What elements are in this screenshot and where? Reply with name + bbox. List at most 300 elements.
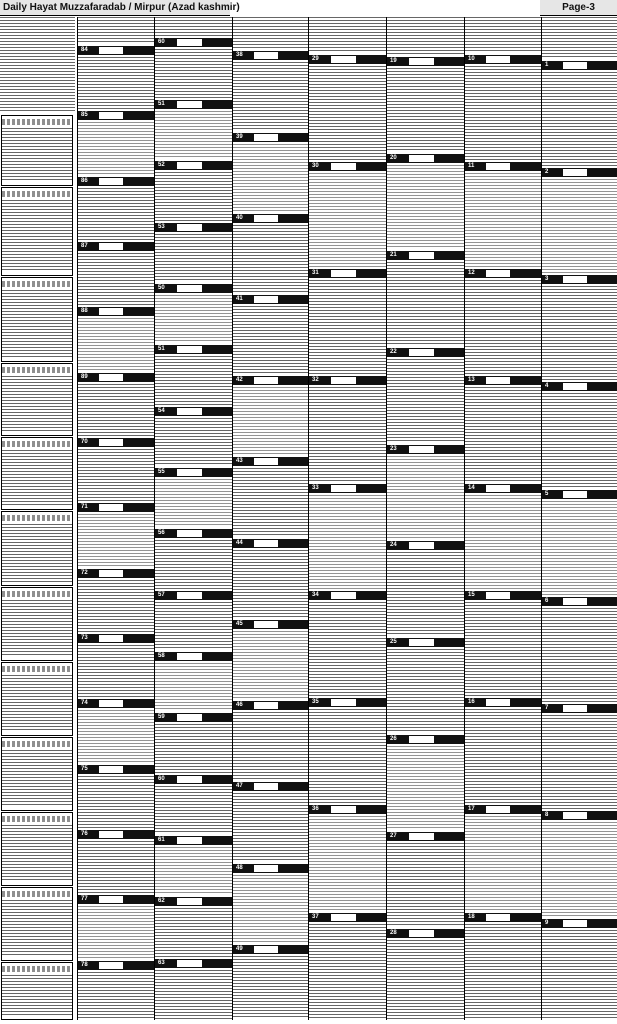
notice-text: [2, 128, 72, 182]
ad-number: 55: [158, 469, 165, 475]
ad-text-block: [309, 709, 386, 803]
ad-number: 8: [545, 812, 549, 818]
ad-bar-window: [177, 346, 202, 353]
ad-number-bar: [155, 836, 232, 845]
ad-text-block: [155, 540, 232, 589]
ad-bar-window: [254, 783, 278, 790]
ad-number-bar: [233, 864, 308, 873]
ad-number: 43: [236, 458, 243, 464]
notice-heading: [2, 816, 72, 822]
ad-number: 36: [312, 806, 319, 812]
ad-bar-window: [486, 485, 510, 492]
ad-text-block: [78, 57, 154, 109]
ad-text-block: [155, 234, 232, 282]
ad-bar-window: [177, 960, 202, 967]
ad-number-bar: [155, 713, 232, 722]
ad-number-bar: [465, 698, 541, 707]
ad-bar-window: [331, 592, 356, 599]
notice-heading: [2, 441, 72, 447]
ad-number-bar: [78, 699, 154, 708]
ad-bar-window: [99, 831, 123, 838]
ad-text-block: [387, 940, 464, 1019]
ad-text-block: [78, 384, 154, 436]
ad-number-bar: [78, 438, 154, 447]
ad-number-bar: [233, 457, 308, 466]
notice-heading: [2, 741, 72, 747]
ad-text-block: [387, 68, 464, 152]
notice-heading: [2, 119, 72, 125]
ad-text-block: [233, 875, 308, 943]
public-notice-box: [1, 363, 73, 436]
ad-text-block: [309, 816, 386, 911]
ad-number: 39: [236, 134, 243, 140]
masthead-title: Daily Hayat Muzzafaradab / Mirpur (Azad kashmir): [3, 2, 240, 13]
ad-number-bar: [309, 698, 386, 707]
ad-number-bar: [542, 168, 617, 177]
ad-text-block: [78, 580, 154, 632]
ad-text-block: [309, 17, 386, 53]
ad-number-bar: [542, 490, 617, 499]
notice-heading: [2, 191, 72, 197]
public-notice-box: [1, 962, 73, 1020]
ad-bar-window: [99, 700, 123, 707]
ad-number-bar: [78, 503, 154, 512]
ad-number-bar: [309, 484, 386, 493]
ad-number-bar: [233, 945, 308, 954]
notice-heading: [2, 591, 72, 597]
ad-number-bar: [542, 275, 617, 284]
ad-text-block: [78, 906, 154, 959]
ad-bar-window: [177, 714, 202, 721]
ad-bar-window: [177, 530, 202, 537]
ad-column: [0, 17, 75, 1020]
ad-text-block: [155, 970, 232, 1019]
ad-column: [308, 17, 386, 1020]
ad-number-bar: [155, 529, 232, 538]
ad-number: 48: [236, 865, 243, 871]
ad-text-block: [465, 495, 541, 589]
ad-bar-window: [177, 837, 202, 844]
ad-text-block: [387, 746, 464, 830]
ad-text-block: [465, 66, 541, 160]
ad-text-block: [465, 173, 541, 267]
ad-number-bar: [465, 484, 541, 493]
ad-number: 17: [468, 806, 475, 812]
ad-text-block: [233, 793, 308, 862]
ad-text-block: [465, 709, 541, 803]
ad-number: 42: [236, 377, 243, 383]
ad-text-block: [155, 724, 232, 773]
notice-text: [2, 600, 72, 657]
ad-number-bar: [542, 919, 617, 928]
ad-number-bar: [78, 634, 154, 643]
ad-bar-window: [331, 270, 356, 277]
ad-number: 29: [312, 56, 319, 62]
ad-bar-window: [254, 621, 278, 628]
ad-text-block: [542, 822, 617, 917]
ad-text-block: [233, 306, 308, 374]
ad-number-bar: [387, 929, 464, 938]
ad-bar-window: [99, 47, 123, 54]
ad-bar-window: [99, 243, 123, 250]
ad-number: 13: [468, 377, 475, 383]
notice-heading: [2, 515, 72, 521]
ad-number: 56: [158, 530, 165, 536]
ad-bar-window: [409, 639, 434, 646]
notice-heading: [2, 666, 72, 672]
ad-number-bar: [387, 445, 464, 454]
ad-bar-window: [254, 377, 278, 384]
page-label-text: Page-3: [562, 2, 595, 13]
ad-number-bar: [465, 591, 541, 600]
ad-text-block: [155, 663, 232, 711]
ad-text-block: [309, 495, 386, 589]
ad-text-block: [233, 62, 308, 131]
ad-number: 28: [390, 930, 397, 936]
ad-text-block: [78, 318, 154, 371]
ad-number-bar: [387, 735, 464, 744]
ad-number: 5: [545, 491, 549, 497]
ad-bar-window: [99, 178, 123, 185]
ad-number-bar: [155, 407, 232, 416]
ad-number-bar: [465, 162, 541, 171]
ad-column: [154, 17, 232, 1020]
ad-number: 72: [81, 570, 88, 576]
ad-number-bar: [155, 897, 232, 906]
ad-number: 31: [312, 270, 319, 276]
ad-text-block: [387, 649, 464, 733]
ad-text-block: [387, 165, 464, 249]
ad-bar-window: [331, 163, 356, 170]
public-notice-box: [1, 662, 73, 736]
ad-text-block: [155, 17, 232, 36]
public-notice-box: [1, 187, 73, 276]
ad-text-block: [155, 49, 232, 98]
ad-text-block: [78, 253, 154, 305]
notice-heading: [2, 966, 72, 972]
ad-number-bar: [387, 541, 464, 550]
ad-number-bar: [542, 382, 617, 391]
ad-number: 10: [468, 56, 475, 62]
ad-bar-window: [563, 491, 587, 498]
ad-number-bar: [233, 782, 308, 791]
ad-number: 84: [81, 47, 88, 53]
ad-number-bar: [78, 569, 154, 578]
ad-text-block: [233, 550, 308, 618]
notice-text: [2, 825, 72, 882]
ad-text-block: [309, 602, 386, 696]
ad-bar-window: [177, 224, 202, 231]
ad-bar-window: [563, 598, 587, 605]
ad-number: 52: [158, 162, 165, 168]
ad-number: 89: [81, 374, 88, 380]
ad-text-block: [155, 418, 232, 466]
ad-bar-window: [409, 930, 434, 937]
ad-column: [232, 17, 308, 1020]
ad-number-bar: [155, 652, 232, 661]
ad-bar-window: [563, 383, 587, 390]
ad-number: 19: [390, 58, 397, 64]
ad-text-block: [233, 631, 308, 699]
ad-text-block: [233, 387, 308, 455]
ad-number: 3: [545, 276, 549, 282]
ad-text-block: [0, 17, 75, 113]
ad-bar-window: [563, 812, 587, 819]
ad-bar-window: [254, 134, 278, 141]
ad-number: 51: [158, 346, 165, 352]
ad-number-bar: [233, 539, 308, 548]
ad-bar-window: [254, 540, 278, 547]
ad-number: 63: [158, 960, 165, 966]
ad-text-block: [309, 173, 386, 267]
ad-bar-window: [99, 112, 123, 119]
ad-text-block: [233, 144, 308, 212]
ad-text-block: [78, 17, 154, 44]
ad-number: 47: [236, 783, 243, 789]
ad-number: 21: [390, 252, 397, 258]
ad-text-block: [465, 387, 541, 482]
ad-number-bar: [309, 162, 386, 171]
ad-text-block: [155, 295, 232, 343]
notice-text: [2, 290, 72, 358]
ad-text-block: [465, 816, 541, 911]
ad-bar-window: [563, 920, 587, 927]
ad-number: 12: [468, 270, 475, 276]
ad-number: 9: [545, 920, 549, 926]
ad-number: 61: [158, 837, 165, 843]
ad-text-block: [233, 712, 308, 780]
ad-text-block: [309, 924, 386, 1019]
ad-number: 24: [390, 542, 397, 548]
ad-number-bar: [155, 38, 232, 47]
ad-text-block: [233, 17, 308, 49]
ad-text-block: [155, 111, 232, 159]
ad-text-block: [155, 786, 232, 834]
ad-number-bar: [78, 177, 154, 186]
ad-text-block: [542, 286, 617, 380]
ad-text-block: [465, 924, 541, 1019]
ad-bar-window: [563, 276, 587, 283]
ad-number: 6: [545, 598, 549, 604]
ad-bar-window: [486, 56, 510, 63]
ad-text-block: [542, 930, 617, 1019]
ad-number-bar: [78, 830, 154, 839]
ad-number-bar: [78, 111, 154, 120]
ad-number-bar: [155, 775, 232, 784]
ad-number: 27: [390, 833, 397, 839]
ad-number-bar: [465, 376, 541, 385]
ad-column: [77, 17, 154, 1020]
ad-bar-window: [177, 592, 202, 599]
ad-number-bar: [155, 161, 232, 170]
ad-bar-window: [254, 702, 278, 709]
ad-number: 4: [545, 383, 549, 389]
ad-number: 1: [545, 62, 549, 68]
ad-bar-window: [99, 896, 123, 903]
ad-bar-window: [409, 446, 434, 453]
ad-number-bar: [465, 55, 541, 64]
ad-number: 74: [81, 700, 88, 706]
ad-bar-window: [409, 349, 434, 356]
ad-number: 38: [236, 52, 243, 58]
ad-text-block: [465, 280, 541, 374]
ad-number-bar: [465, 269, 541, 278]
ad-column: [541, 17, 617, 1020]
ad-number: 23: [390, 446, 397, 452]
ad-number-bar: [78, 961, 154, 970]
ad-text-block: [155, 908, 232, 957]
ad-bar-window: [177, 39, 202, 46]
ad-number: 41: [236, 296, 243, 302]
ad-number: 22: [390, 349, 397, 355]
ad-bar-window: [99, 504, 123, 511]
ad-number: 85: [81, 112, 88, 118]
ad-bar-window: [99, 439, 123, 446]
ad-number-bar: [542, 811, 617, 820]
ad-bar-window: [486, 592, 510, 599]
notice-heading: [2, 281, 72, 287]
ad-text-block: [78, 710, 154, 763]
ad-number-bar: [387, 348, 464, 357]
ad-number-bar: [309, 591, 386, 600]
ad-text-block: [155, 479, 232, 527]
notice-heading: [2, 367, 72, 373]
ad-text-block: [78, 972, 154, 1019]
ad-text-block: [542, 393, 617, 488]
ad-number: 37: [312, 914, 319, 920]
ad-number: 53: [158, 224, 165, 230]
ad-bar-window: [254, 458, 278, 465]
ad-number-bar: [155, 284, 232, 293]
ad-text-block: [542, 501, 617, 595]
ad-bar-window: [486, 699, 510, 706]
public-notice-box: [1, 511, 73, 586]
notice-text: [2, 200, 72, 272]
ad-text-block: [309, 66, 386, 160]
ad-number: 87: [81, 243, 88, 249]
ad-number-bar: [233, 376, 308, 385]
ad-text-block: [233, 468, 308, 537]
notice-heading: [2, 891, 72, 897]
ad-number-bar: [233, 701, 308, 710]
ad-bar-window: [177, 408, 202, 415]
ad-bar-window: [563, 62, 587, 69]
ad-number: 60: [158, 776, 165, 782]
ad-bar-window: [409, 736, 434, 743]
public-notice-box: [1, 115, 73, 186]
ad-number: 40: [236, 215, 243, 221]
ad-text-block: [387, 843, 464, 927]
ad-number: 88: [81, 308, 88, 314]
ad-bar-window: [177, 285, 202, 292]
ad-number-bar: [233, 133, 308, 142]
ad-text-block: [78, 776, 154, 828]
ad-number-bar: [155, 100, 232, 109]
ad-number-bar: [542, 704, 617, 713]
ad-number: 54: [158, 408, 165, 414]
public-notice-box: [1, 737, 73, 811]
ad-bar-window: [177, 653, 202, 660]
ad-text-block: [542, 608, 617, 702]
notice-text: [2, 750, 72, 807]
ad-number-bar: [155, 345, 232, 354]
ad-number: 16: [468, 699, 475, 705]
ad-number-bar: [309, 55, 386, 64]
ad-number-bar: [233, 295, 308, 304]
ad-number: 25: [390, 639, 397, 645]
public-notice-box: [1, 587, 73, 661]
ad-number: 78: [81, 962, 88, 968]
ad-bar-window: [254, 946, 278, 953]
ad-bar-window: [254, 296, 278, 303]
ad-text-block: [78, 645, 154, 697]
ad-text-block: [387, 552, 464, 636]
ad-number-bar: [542, 597, 617, 606]
ad-number: 73: [81, 635, 88, 641]
ad-number: 75: [81, 766, 88, 772]
ad-number: 60: [158, 39, 165, 45]
ad-bar-window: [331, 914, 356, 921]
ad-number: 86: [81, 178, 88, 184]
ad-text-block: [387, 359, 464, 443]
ad-text-block: [465, 17, 541, 53]
ad-text-block: [387, 456, 464, 539]
ad-number: 32: [312, 377, 319, 383]
ad-bar-window: [409, 833, 434, 840]
ad-number-bar: [233, 51, 308, 60]
ad-bar-window: [99, 635, 123, 642]
ad-number: 35: [312, 699, 319, 705]
ad-number: 33: [312, 485, 319, 491]
public-notice-box: [1, 887, 73, 961]
ad-bar-window: [563, 705, 587, 712]
ad-bar-window: [99, 570, 123, 577]
ad-bar-window: [177, 776, 202, 783]
ad-text-block: [309, 280, 386, 374]
ad-bar-window: [486, 806, 510, 813]
ad-number-bar: [542, 61, 617, 70]
ad-number: 11: [468, 163, 475, 169]
ad-number-bar: [387, 638, 464, 647]
ad-bar-window: [486, 270, 510, 277]
ad-bar-window: [331, 806, 356, 813]
ad-number: 2: [545, 169, 549, 175]
ad-text-block: [233, 225, 308, 293]
ad-bar-window: [409, 252, 434, 259]
ad-number: 51: [158, 101, 165, 107]
ad-number: 50: [158, 285, 165, 291]
ad-text-block: [155, 602, 232, 650]
ad-number-bar: [387, 57, 464, 66]
ad-number: 45: [236, 621, 243, 627]
page-number-label: [540, 0, 617, 16]
ad-bar-window: [177, 898, 202, 905]
ad-number: 30: [312, 163, 319, 169]
ad-text-block: [155, 172, 232, 221]
ad-bar-window: [486, 163, 510, 170]
ad-number: 70: [81, 439, 88, 445]
ad-number: 26: [390, 736, 397, 742]
ad-text-block: [542, 715, 617, 809]
ad-bar-window: [99, 962, 123, 969]
ad-number: 49: [236, 946, 243, 952]
notice-text: [2, 524, 72, 582]
ad-number: 77: [81, 896, 88, 902]
ad-column: [386, 17, 464, 1020]
ad-bar-window: [331, 377, 356, 384]
ad-number-bar: [309, 805, 386, 814]
ad-number-bar: [309, 269, 386, 278]
